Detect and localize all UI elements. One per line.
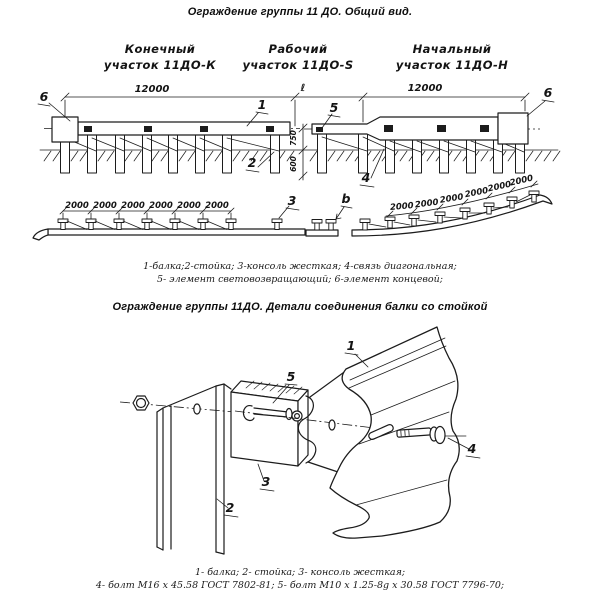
height-dimension [289,124,307,180]
dim-post-spacing: 2000 [414,197,440,211]
svg-text:b: b [341,191,351,206]
washer [329,420,335,430]
caption-line-2: 5- элемент световозвращающий; 6-элемент концевой; [157,274,443,285]
detail-console [231,381,308,466]
svg-text:1: 1 [257,97,267,112]
dim-post-spacing: 2000 [65,201,89,211]
caption-line-2: 4- болт М16 х 45.58 ГОСТ 7802-81; 5- болт М10 х 1.25-8g х 30.58 ГОСТ 7796-70; [95,580,505,591]
detail-view [120,327,480,554]
dim-post-spacing: 2000 [439,192,465,206]
dim-height-upper: 750 [289,130,298,146]
callout-post [246,152,274,172]
svg-text:4: 4 [361,170,371,185]
dim-post-spacing: 2000 [205,201,229,211]
section-headers [104,42,508,72]
dim-working-length: ℓ [300,83,306,94]
dim-post-spacing: 2000 [149,201,173,211]
section-end-label: Конечный [124,42,196,56]
dim-post-spacing: 2000 [486,179,513,195]
svg-text:6: 6 [543,85,553,100]
end-element-right [498,113,528,144]
dim-post-spacing: 2000 [464,185,490,201]
svg-text:2: 2 [225,500,235,515]
plan-posts [58,219,282,230]
callout-gap-b [336,191,352,219]
svg-text:5: 5 [329,100,339,115]
svg-text:4: 4 [467,441,477,456]
detail-view-title: Ограждение группы 11ДО. Детали соединения балки со стойкой [112,301,488,313]
callout-console [279,193,299,218]
end-element-left [52,117,78,142]
callout-detail-post [217,499,238,517]
svg-text:2: 2 [247,155,257,170]
dim-right-12000: 12000 [407,83,443,94]
section-work-label: Рабочий [268,42,328,56]
nut-and-washer [133,396,200,414]
dim-post-spacing: 2000 [93,201,117,211]
section-work-label2: участок 11ДО-S [242,58,354,72]
callout-end-element-right [527,85,554,116]
svg-text:5: 5 [286,369,296,384]
guardrail-beam-right [304,113,540,144]
section-start-label2: участок 11ДО-Н [395,58,509,72]
elevation-view [38,83,560,187]
section-end-label2: участок 11ДО-К [103,58,217,72]
svg-text:6: 6 [39,89,49,104]
dim-height-lower: 600 [289,156,298,172]
caption-line-1: 1- балка; 2- стойка; 3- консоль жесткая; [194,567,406,578]
general-view-title: Ограждение группы 11 ДО. Общий вид. [187,6,413,18]
dim-post-spacing: 2000 [121,201,145,211]
caption-line-1: 1-балка;2-стойка; 3-консоль жесткая; 4-связь диагональная; [143,261,457,272]
dim-post-spacing: 2000 [177,201,201,211]
dim-post-spacing: 2000 [389,200,415,214]
svg-text:3: 3 [261,474,271,489]
svg-text:3: 3 [287,193,297,208]
svg-text:1: 1 [346,338,356,353]
plan-rail-ski-tip [33,229,48,240]
plan-view-straight [33,193,305,240]
dim-post-spacing: 2000 [508,173,535,189]
section-start-label: Начальный [412,42,492,56]
plan-rail-segment [306,230,338,236]
callout-detail-console [258,464,274,491]
dim-left-12000: 12000 [134,84,170,95]
plan-view-curved [306,174,552,236]
